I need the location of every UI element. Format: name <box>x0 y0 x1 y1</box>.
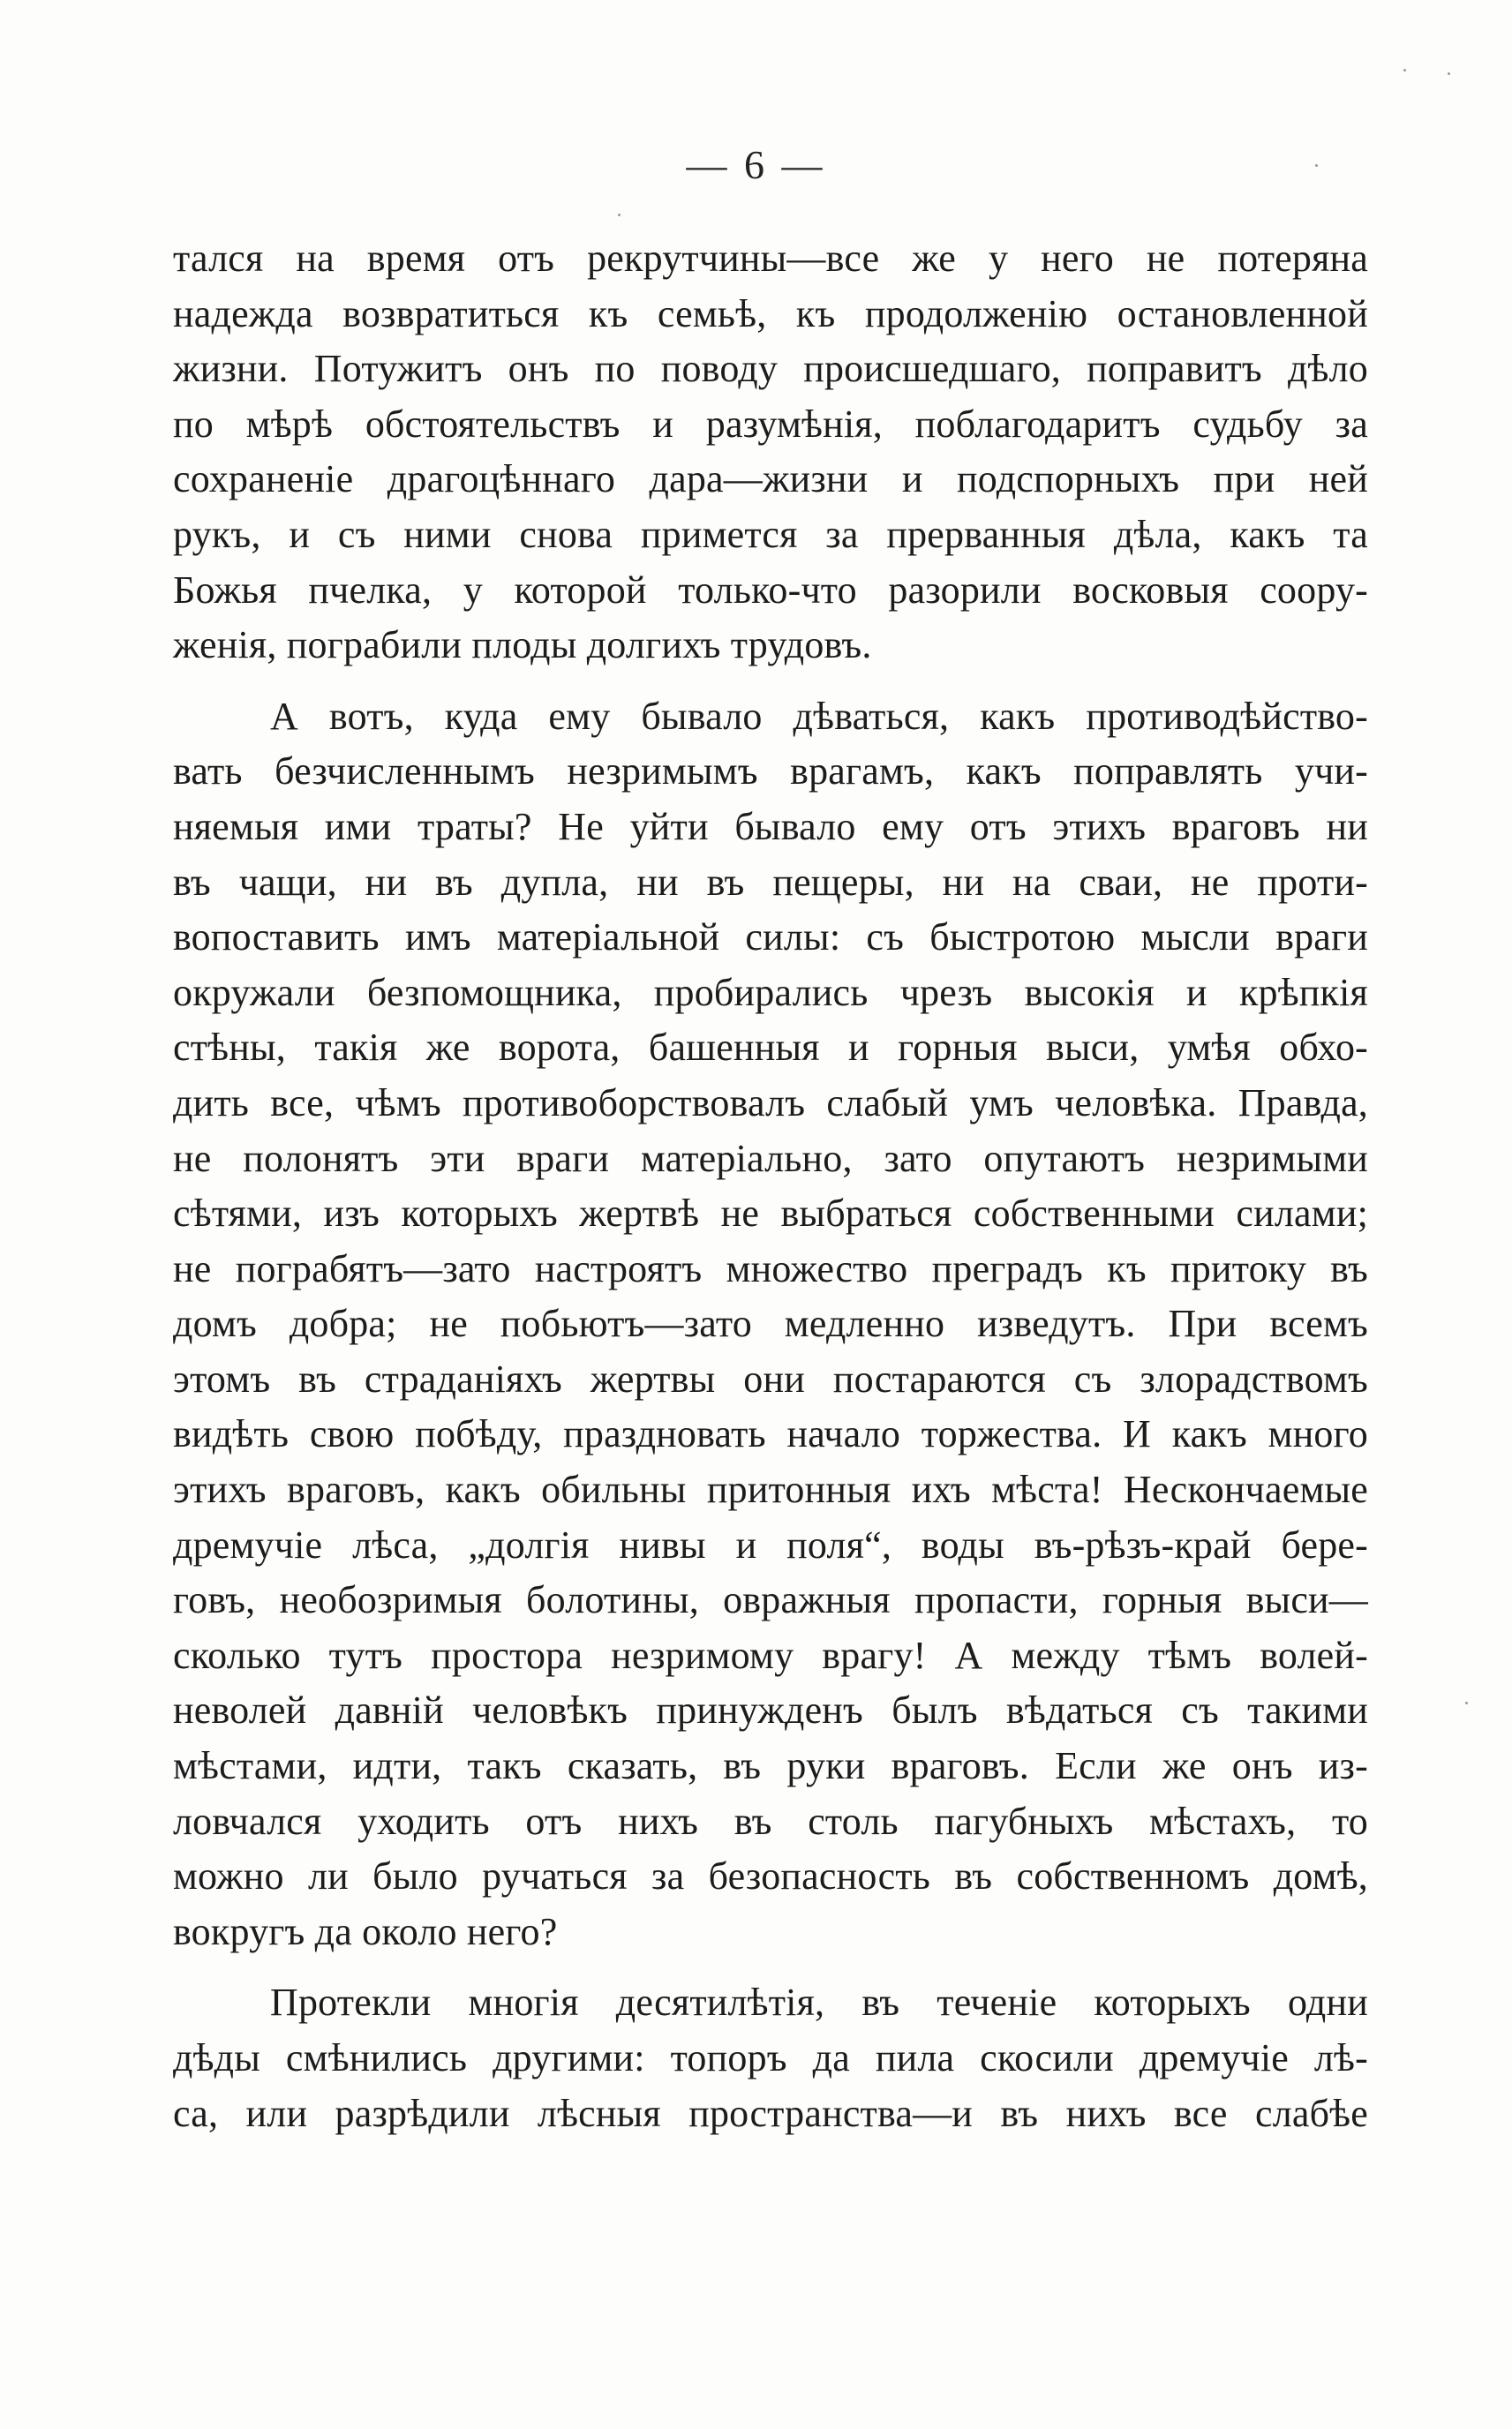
paragraph-2 <box>173 689 1368 1960</box>
scan-speck <box>618 214 621 216</box>
text-line: домъ добра; не побьютъ—зато медленно изведутъ. При всемъ <box>173 1302 1368 1346</box>
text-line: вопоставить имъ матеріальной силы: съ быстротою мысли враги <box>173 915 1368 959</box>
text-line: неволей давній человѣкъ принужденъ былъ вѣдаться съ такими <box>173 1688 1368 1733</box>
scan-speck <box>1315 164 1318 167</box>
scan-speck <box>1448 72 1450 75</box>
text-line: не пограбятъ—зато настроятъ множество преградъ къ притоку въ <box>173 1246 1368 1290</box>
text-line: сколько тутъ простора незримому врагу! А между тѣмъ волей- <box>173 1633 1368 1677</box>
page-number: — 6 — <box>686 142 826 187</box>
text-line: женія, пограбили плоды долгихъ трудовъ. <box>173 623 872 667</box>
text-line: тался на время отъ рекрутчины—все же у него не потеряна <box>173 237 1368 280</box>
text-line: надежда возвратиться къ семьѣ, къ продолженію остановленной <box>173 291 1368 335</box>
text-line: жизни. Потужитъ онъ по поводу происшедшаго, поправитъ дѣло <box>173 347 1368 391</box>
paragraph-1 <box>173 231 1368 673</box>
text-line: въ чащи, ни въ дупла, ни въ пещеры, ни на сваи, не проти- <box>173 860 1368 904</box>
text-line: сохраненіе драгоцѣннаго дара—жизни и подспорныхъ при ней <box>173 457 1368 501</box>
text-line: стѣны, такія же ворота, башенныя и горныя выси, умѣя обхо- <box>173 1026 1368 1070</box>
text-line: можно ли было ручаться за безопасность въ собственномъ домѣ, <box>173 1854 1368 1899</box>
text-line: дремучіе лѣса, „долгія нивы и поля“, воды въ-рѣзъ-край бере- <box>173 1523 1368 1567</box>
text-line: няемыя ими траты? Не уйти бывало ему отъ этихъ враговъ ни <box>173 804 1368 848</box>
text-line: вокругъ да около него? <box>173 1909 558 1953</box>
text-line: дить все, чѣмъ противоборствовалъ слабый умъ человѣка. Правда, <box>173 1080 1368 1124</box>
text-line: видѣть свою побѣду, праздновать начало торжества. И какъ много <box>173 1412 1368 1456</box>
text-line: мѣстами, идти, такъ сказать, въ руки враговъ. Если же онъ из- <box>173 1744 1368 1788</box>
text-line: Божья пчелка, у которой только-что разорили восковыя соору- <box>173 568 1368 612</box>
text-line: не полонятъ эти враги матеріально, зато опутаютъ незримыми <box>173 1136 1368 1180</box>
text-line: дѣды смѣнились другими: топоръ да пила скосили дремучіе лѣ- <box>173 2036 1368 2079</box>
text-line: говъ, необозримыя болотины, овражныя пропасти, горныя выси— <box>173 1578 1368 1622</box>
text-line: са, или разрѣдили лѣсныя пространства—и въ нихъ все слабѣе <box>173 2091 1368 2135</box>
text-line: рукъ, и съ ними снова примется за прерванныя дѣла, какъ та <box>173 512 1368 556</box>
text-line: Протекли многія десятилѣтія, въ теченіе которыхъ одни <box>270 1981 1368 2025</box>
scan-speck <box>1465 1702 1468 1704</box>
text-line: сѣтями, изъ которыхъ жертвѣ не выбраться собственными силами; <box>173 1192 1368 1236</box>
body-text <box>173 231 1368 2157</box>
text-line: вать безчисленнымъ незримымъ врагамъ, какъ поправлять учи- <box>173 749 1368 793</box>
scan-speck <box>1403 69 1406 71</box>
paragraph-3 <box>173 1975 1368 2141</box>
text-line: по мѣрѣ обстоятельствъ и разумѣнія, поблагодаритъ судьбу за <box>173 402 1368 446</box>
text-line: этихъ враговъ, какъ обильны притонныя ихъ мѣста! Нескончаемые <box>173 1468 1368 1512</box>
text-line: этомъ въ страданіяхъ жертвы они постараются съ злорадствомъ <box>173 1357 1368 1401</box>
text-line: А вотъ, куда ему бывало дѣваться, какъ противодѣйство- <box>270 694 1368 738</box>
text-line: ловчался уходить отъ нихъ въ столь пагубныхъ мѣстахъ, то <box>173 1799 1368 1843</box>
text-line: окружали безпомощника, пробирались чрезъ высокія и крѣпкія <box>173 970 1368 1014</box>
